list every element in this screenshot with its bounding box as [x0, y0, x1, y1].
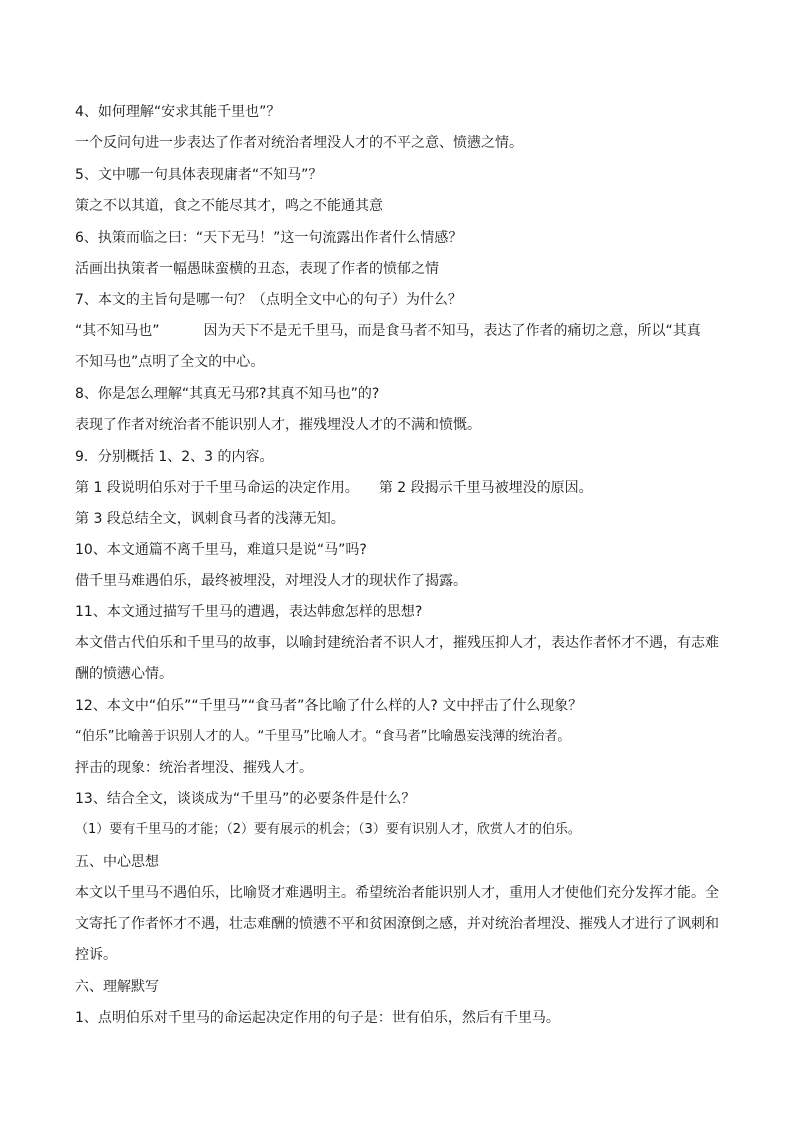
- question-9: 9．分别概括 1、2、3 的内容。: [75, 449, 274, 465]
- answer-4: 一个反问句进一步表达了作者对统治者埋没人才的不平之意、愤懑之情。: [75, 135, 523, 151]
- answer-11-line-1: 本文借古代伯乐和千里马的故事，以喻封建统治者不识人才，摧残压抑人才，表达作者怀才不遇，有志难: [75, 635, 719, 651]
- answer-9-line-2: 第 3 段总结全文，讽刺食马者的浅薄无知。: [75, 511, 345, 527]
- section-6-heading: 六、理解默写: [75, 979, 159, 995]
- question-6: 6、执策而临之曰：“天下无马！”这一句流露出作者什么情感？: [75, 230, 463, 246]
- answer-7-line-1: [75, 321, 725, 341]
- answer-6: 活画出执策者一幅愚昧蛮横的丑态，表现了作者的愤郁之情: [75, 261, 439, 277]
- question-13: 13、结合全文，谈谈成为“千里马”的必要条件是什么？: [75, 791, 416, 807]
- question-5: 5、文中哪一句具体表现庸者“不知马”？: [75, 167, 323, 183]
- answer-7-line-2: 不知马也”点明了全文的中心。: [75, 354, 265, 370]
- question-11: 11、本文通过描写千里马的遭遇，表达韩愈怎样的思想?: [75, 604, 423, 620]
- answer-11-line-2: 酬的愤懑心情。: [75, 666, 173, 682]
- question-10: 10、本文通篇不离千里马，难道只是说“马”吗?: [75, 542, 367, 558]
- answer-5: 策之不以其道，食之不能尽其才，鸣之不能通其意: [75, 198, 383, 214]
- answer-7-key-sentence: “其不知马也”: [75, 323, 160, 339]
- central-idea-line-3: 控诉。: [75, 947, 117, 963]
- dictation-1: 1、点明伯乐对千里马的命运起决定作用的句子是：世有伯乐，然后有千里马。: [75, 1010, 560, 1026]
- question-12: 12、本文中“伯乐”“千里马”“食马者”各比喻了什么样的人? 文中抨击了什么现象？: [75, 698, 583, 714]
- answer-12-line-1: “伯乐”比喻善于识别人才的人。“千里马”比喻人才。“食马者”比喻愚妄浅薄的统治者。: [75, 729, 571, 744]
- question-7: 7、本文的主旨句是哪一句？（点明全文中心的句子）为什么？: [75, 292, 462, 308]
- answer-7-reason: 因为天下不是无千里马，而是食马者不知马，表达了作者的痛切之意，所以“其真: [203, 323, 701, 339]
- central-idea-line-1: 本文以千里马不遇伯乐，比喻贤才难遇明主。希望统治者能识别人才，重用人才使他们充分发挥才能。全: [75, 885, 719, 901]
- answer-9-part-2: 第 2 段揭示千里马被埋没的原因。: [378, 480, 593, 496]
- answer-10: 借千里马难遇伯乐，最终被埋没，对埋没人才的现状作了揭露。: [75, 573, 467, 589]
- central-idea-line-2: 文寄托了作者怀才不遇，壮志难酬的愤懑不平和贫困潦倒之感，并对统治者埋没、摧残人才进行了讽刺和: [75, 916, 719, 932]
- answer-8: 表现了作者对统治者不能识别人才，摧残埋没人才的不满和愤慨。: [75, 417, 481, 433]
- question-4: 4、如何理解“安求其能千里也”？: [75, 104, 281, 120]
- section-5-heading: 五、中心思想: [75, 854, 159, 870]
- answer-9-line-1: [75, 478, 725, 498]
- question-8: 8、你是怎么理解“其真无马邪?其真不知马也”的?: [75, 386, 380, 402]
- answer-9-part-1: 第 1 段说明伯乐对于千里马命运的决定作用。: [75, 480, 359, 496]
- answer-13: （1）要有千里马的才能；（2）要有展示的机会；（3）要有识别人才，欣赏人才的伯乐。: [75, 822, 581, 837]
- answer-12-line-2: 抨击的现象：统治者埋没、摧残人才。: [75, 760, 313, 776]
